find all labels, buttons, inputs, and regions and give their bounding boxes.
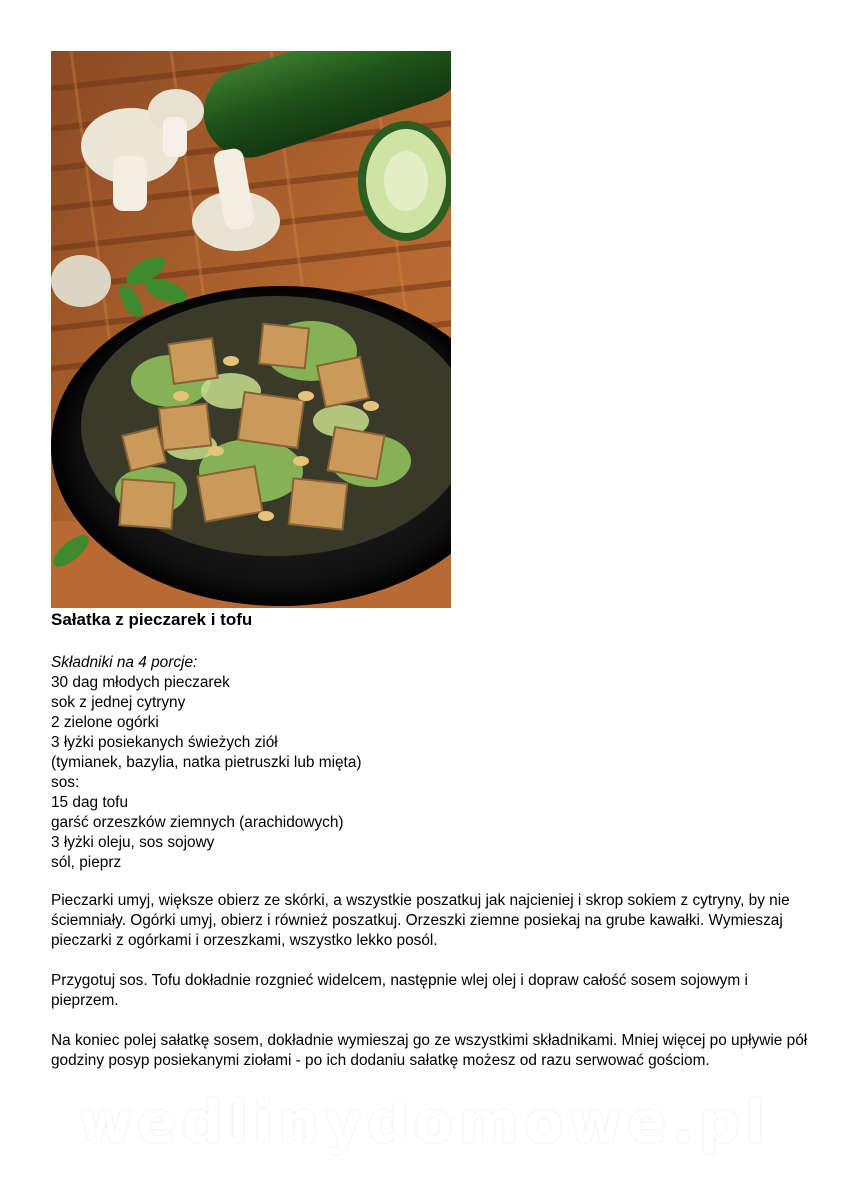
ingredient-item: sok z jednej cytryny [51,694,186,711]
step-paragraph: Przygotuj sos. Tofu dokładnie rozgnieć widelcem, następnie wlej olej i dopraw całość sosem sojowym i pieprzem. [51,972,748,1009]
ingredients-list [51,653,362,873]
recipe-photo [51,51,451,608]
ingredients-heading: Składniki na 4 porcje: [51,654,198,671]
step-paragraph: Pieczarki umyj, większe obierz ze skórki, a wszystkie poszatkuj jak najcieniej i skrop sokiem z cytryny, by nie ściemniały. Ogórki umyj, obierz i również poszatkuj. Orzeszki ziemne posiekaj na grube kawałki. Wymieszaj pieczarki z ogórkami i orzeszkami, wszystko lekko posól. [51,892,790,949]
ingredient-item: garść orzeszków ziemnych (arachidowych) [51,814,344,831]
ingredient-item: 3 łyżki oleju, sos sojowy [51,834,215,851]
recipe-title: Sałatka z pieczarek i tofu [51,610,253,629]
ingredient-item: 15 dag tofu [51,794,129,811]
preparation-steps [51,891,811,1091]
ingredient-item: 3 łyżki posiekanych świeżych ziół [51,734,278,751]
ingredient-item: (tymianek, bazylia, natka pietruszki lub mięta) [51,754,362,771]
ingredient-item: sól, pieprz [51,854,122,871]
site-watermark: wedlinydomowe.pl [78,1088,771,1156]
salad-photo-illustration [51,51,451,608]
step-paragraph: Na koniec polej sałatkę sosem, dokładnie wymieszaj go ze wszystkimi składnikami. Mniej więcej po upływie pół godziny posyp posiekanymi ziołami - po ich dodaniu sałatkę możesz od razu serwować gościom. [51,1032,808,1069]
ingredient-item: sos: [51,774,80,791]
ingredient-item: 2 zielone ogórki [51,714,159,731]
ingredient-item: 30 dag młodych pieczarek [51,674,230,691]
